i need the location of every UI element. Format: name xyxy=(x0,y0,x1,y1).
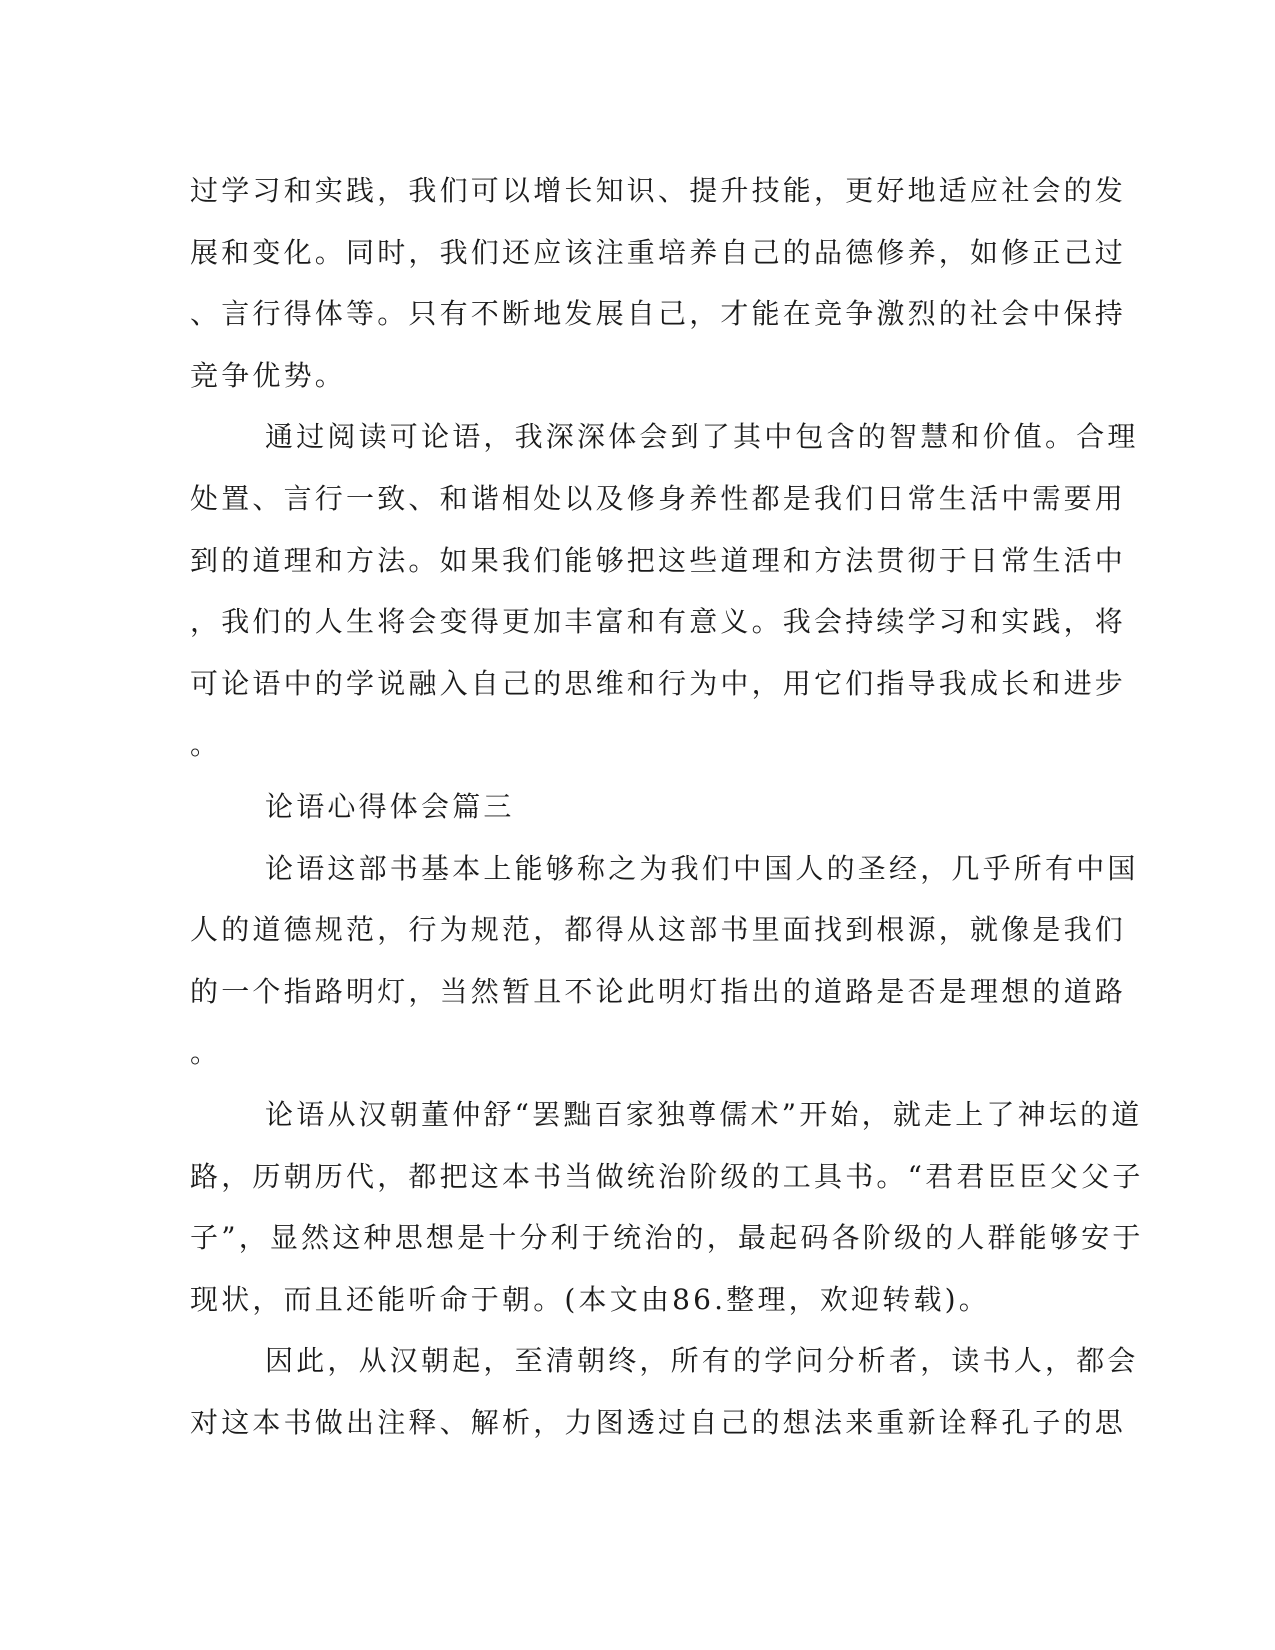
section-heading: 论语心得体会篇三 xyxy=(265,789,515,823)
text-line: 论语从汉朝董仲舒“罢黜百家独尊儒术”开始，就走上了神坛的道 xyxy=(265,1097,1143,1131)
text-line: 通过阅读可论语，我深深体会到了其中包含的智慧和价值。合理 xyxy=(265,420,1139,454)
text-line: 展和变化。同时，我们还应该注重培养自己的品德修养，如修正己过 xyxy=(190,235,1127,269)
text-line: 。 xyxy=(190,728,222,762)
text-line: 。 xyxy=(190,1036,222,1070)
text-line: 竞争优势。 xyxy=(190,358,347,392)
text-line: 的一个指路明灯，当然暂且不论此明灯指出的道路是否是理想的道路 xyxy=(190,974,1127,1008)
text-line: 因此，从汉朝起，至清朝终，所有的学问分析者，读书人，都会 xyxy=(265,1344,1139,1378)
text-line: 子”，显然这种思想是十分利于统治的，最起码各阶级的人群能够安于 xyxy=(190,1221,1144,1255)
text-line: ，我们的人生将会变得更加丰富和有意义。我会持续学习和实践，将 xyxy=(190,605,1127,639)
text-line: 现状，而且还能听命于朝。(本文由86.整理，欢迎转载)。 xyxy=(190,1282,990,1316)
text-line: 路，历朝历代，都把这本书当做统治阶级的工具书。“君君臣臣父父子 xyxy=(190,1159,1144,1193)
text-line: 论语这部书基本上能够称之为我们中国人的圣经，几乎所有中国 xyxy=(265,851,1139,885)
text-line: 处置、言行一致、和谐相处以及修身养性都是我们日常生活中需要用 xyxy=(190,481,1127,515)
text-line: 、言行得体等。只有不断地发展自己，才能在竞争激烈的社会中保持 xyxy=(190,297,1127,331)
text-line: 可论语中的学说融入自己的思维和行为中，用它们指导我成长和进步 xyxy=(190,666,1127,700)
document-body xyxy=(190,160,1144,1453)
text-line: 到的道理和方法。如果我们能够把这些道理和方法贯彻于日常生活中 xyxy=(190,543,1127,577)
text-line: 对这本书做出注释、解析，力图透过自己的想法来重新诠释孔子的思 xyxy=(190,1405,1127,1439)
text-line: 人的道德规范，行为规范，都得从这部书里面找到根源，就像是我们 xyxy=(190,913,1127,947)
text-line: 过学习和实践，我们可以增长知识、提升技能，更好地适应社会的发 xyxy=(190,174,1127,207)
